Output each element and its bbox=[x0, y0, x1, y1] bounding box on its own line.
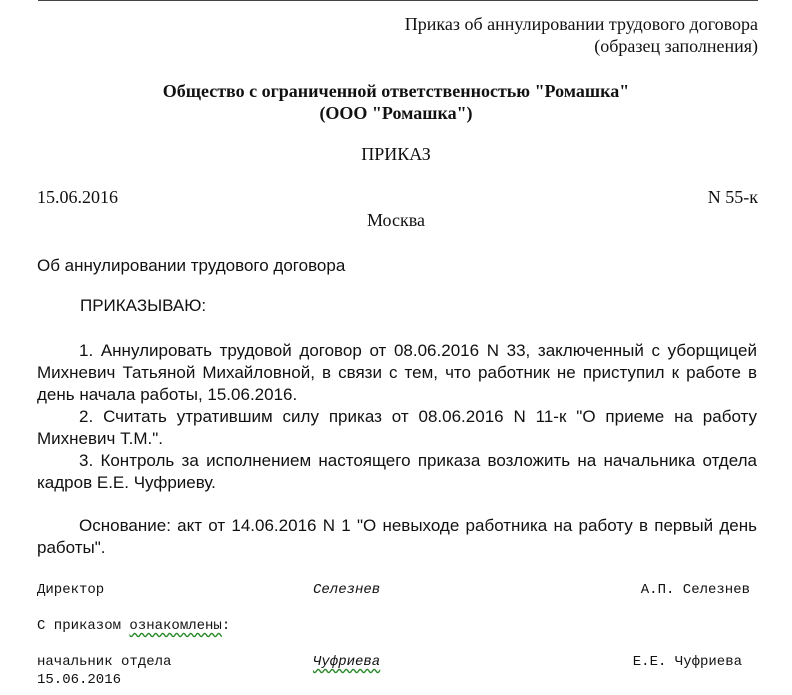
organization-full-name: Общество с ограниченной ответственностью "Ромашка" bbox=[162, 81, 630, 101]
document-date: 15.06.2016 bbox=[37, 187, 118, 207]
document-city: Москва bbox=[367, 210, 425, 230]
order-word: ПРИКАЗЫВАЮ: bbox=[80, 296, 207, 315]
hr-head-signature: Чуфриева bbox=[313, 654, 381, 670]
acquaintance-suffix: : bbox=[221, 618, 231, 634]
hr-head-date: 15.06.2016 bbox=[37, 672, 122, 688]
caption-title: Приказ об аннулировании трудового договора bbox=[404, 14, 758, 34]
order-items bbox=[37, 340, 757, 494]
document-number: N 55-к bbox=[707, 187, 758, 207]
hr-head-name bbox=[633, 654, 742, 670]
director-signature: Селезнев bbox=[313, 582, 381, 598]
hr-head-name-text: Е.Е. Чуфриева bbox=[632, 654, 742, 670]
order-item-3: 3. Контроль за исполнением настоящего приказа возложить на начальника отдела кадров Е.Е. Чуфриеву. bbox=[37, 451, 757, 492]
order-item-2: 2. Считать утратившим силу приказ от 08.06.2016 N 11-к "О приеме на работу Михневич Т.М.". bbox=[37, 407, 757, 448]
organization-heading bbox=[0, 80, 792, 124]
document-subject: Об аннулировании трудового договора bbox=[37, 256, 346, 275]
order-item-1: 1. Аннулировать трудовой договор от 08.06.2016 N 33, заключенный с уборщицей Михневич Татьяной Михайловной, в связи с тем, что работник не приступил к работе в день начала работы, 15.06.2016. bbox=[37, 341, 757, 404]
organization-short-name: (ООО "Ромашка") bbox=[319, 103, 473, 123]
acquaintance-line bbox=[37, 618, 230, 634]
acquaintance-prefix: С приказом bbox=[37, 618, 130, 634]
basis-text: Основание: акт от 14.06.2016 N 1 "О невыходе работника на работу в первый день работы". bbox=[37, 516, 757, 557]
caption-subtitle: (образец заполнения) bbox=[594, 36, 758, 56]
hr-head-title: начальник отдела bbox=[37, 654, 172, 670]
top-border-line bbox=[38, 0, 758, 1]
document-type: ПРИКАЗ bbox=[361, 144, 431, 164]
basis-block bbox=[37, 515, 757, 559]
document-caption bbox=[405, 13, 758, 57]
director-name: А.П. Селезнев bbox=[640, 582, 750, 598]
acquaintance-word: ознакомлены bbox=[129, 618, 222, 634]
director-title: Директор bbox=[37, 582, 105, 598]
